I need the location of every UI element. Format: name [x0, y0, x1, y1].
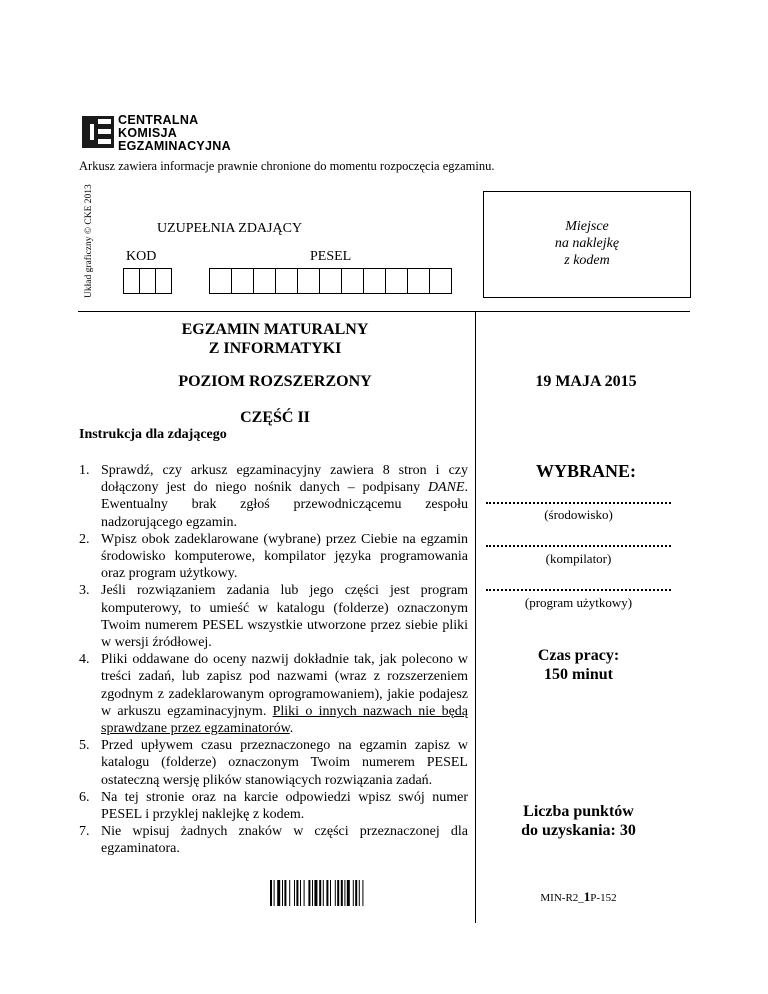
kod-label: KOD: [126, 249, 157, 264]
cke-logo-icon: [82, 116, 114, 148]
instruction-item: [79, 737, 468, 789]
user-program-label: (program użytkowy): [524, 595, 633, 610]
confidential-notice: Arkusz zawiera informacje prawnie chronione do momentu rozpoczęcia egzaminu.: [79, 159, 495, 173]
pesel-box[interactable]: [429, 268, 452, 294]
pesel-box[interactable]: [319, 268, 342, 294]
instruction-item: [79, 531, 468, 583]
exam-title: [80, 320, 470, 358]
exam-date: 19 MAJA 2015: [535, 373, 637, 390]
instruction-item: [79, 789, 468, 823]
work-time-value: 150 minut: [544, 666, 613, 683]
pesel-box[interactable]: [297, 268, 320, 294]
instruction-text: Pliki oddawane do oceny nazwij dokładnie tak, jak polecono w treści zadań, lub zapisz pod nazwami (wraz z rozszerzeniem zgodnym z zadeklarowanym oprogramowaniem), jakie podajesz w arkuszu egzaminacyjnym.: [101, 652, 468, 719]
kod-box[interactable]: [155, 268, 172, 294]
instruction-number: 5.: [79, 738, 90, 754]
work-time-label: Czas pracy:: [537, 647, 620, 664]
footer-code-digit: 1: [583, 889, 591, 904]
footer-code: [486, 889, 671, 905]
divider-vertical: [475, 311, 476, 923]
pesel-box[interactable]: [209, 268, 232, 294]
instruction-text: Sprawdź, czy arkusz egzaminacyjny zawiera 8 stron i czy dołączony jest do niego nośnik danych – podpisany: [101, 463, 468, 496]
dane-label: DANE: [427, 480, 465, 496]
instruction-number: 3.: [79, 583, 90, 599]
instruction-text: . Ewentualny brak zgłoś przewodniczącemu zespołu nadzorującego egzamin.: [101, 480, 468, 530]
candidate-fill-label: UZUPEŁNIA ZDAJĄCY: [157, 221, 303, 236]
work-time: [486, 646, 671, 684]
points-value: do uzyskania: 30: [521, 822, 636, 839]
side-credit: [84, 184, 98, 418]
pesel-box[interactable]: [275, 268, 298, 294]
sticker-line: z kodem: [564, 253, 610, 268]
instruction-text: Wpisz obok zadeklarowane (wybrane) przez Ciebie na egzamin środowisko komputerowe, kompilator języka programowania oraz program użytkowy.: [101, 531, 468, 582]
instruction-number: 2.: [79, 531, 90, 547]
footer-code-suffix: P-152: [590, 892, 617, 904]
instruction-text: Nie wpisuj żadnych znaków w części przeznaczonej dla egzaminatora.: [101, 824, 468, 857]
logo-line: KOMISJA: [118, 126, 178, 140]
instruction-number: 1.: [79, 463, 90, 478]
pesel-box[interactable]: [253, 268, 276, 294]
barcode-icon: [270, 880, 400, 906]
instruction-text: .: [289, 721, 294, 737]
instruction-item: [79, 582, 468, 651]
pesel-box[interactable]: [407, 268, 430, 294]
instruction-text: Na tej stronie oraz na karcie odpowiedzi wpisz swój numer PESEL i przyklej naklejkę z kodem.: [101, 789, 468, 823]
instruction-item: [79, 651, 468, 737]
footer-code-prefix: MIN-R2_: [540, 892, 584, 904]
instruction-item: [79, 823, 468, 857]
pesel-box[interactable]: [363, 268, 386, 294]
exam-title-line1: EGZAMIN MATURALNY: [181, 321, 369, 338]
instructions-heading: Instrukcja dla zdającego: [79, 427, 227, 442]
sticker-line: na naklejkę: [554, 236, 620, 251]
instructions-list: [79, 462, 468, 858]
divider-horizontal: [78, 311, 690, 312]
logo-line: CENTRALNA: [118, 113, 199, 127]
exam-part: CZĘŚĆ II: [240, 409, 310, 426]
kod-input-boxes[interactable]: [123, 268, 171, 294]
environment-label: (środowisko): [544, 507, 613, 522]
kod-box[interactable]: [123, 268, 140, 294]
kod-box[interactable]: [139, 268, 156, 294]
sticker-line: Miejsce: [565, 219, 609, 234]
side-credit-text: Układ graficzny © CKE 2013: [84, 184, 94, 298]
compiler-label: (kompilator): [545, 551, 612, 566]
exam-level: POZIOM ROZSZERZONY: [178, 373, 372, 390]
instruction-number: 6.: [79, 789, 90, 805]
pesel-box[interactable]: [385, 268, 408, 294]
instruction-text: Przed upływem czasu przeznaczonego na egzamin zapisz w katalogu (folderze) oznaczonym Twoim numerem PESEL ostateczną wersję plików stanowiących rozwiązania zadań.: [101, 738, 468, 788]
instruction-number: 4.: [79, 652, 90, 668]
points-info: [486, 802, 671, 840]
logo-text: [118, 114, 231, 153]
user-program-field-line[interactable]: [486, 589, 671, 591]
selected-heading: WYBRANE:: [535, 461, 636, 481]
compiler-field-line[interactable]: [486, 545, 671, 547]
pesel-box[interactable]: [341, 268, 364, 294]
exam-title-line2: Z INFORMATYKI: [208, 340, 342, 357]
logo-line: EGZAMINACYJNA: [118, 139, 231, 153]
instruction-item: [79, 462, 468, 531]
pesel-label: PESEL: [310, 249, 352, 264]
pesel-box[interactable]: [231, 268, 254, 294]
instruction-text: Jeśli rozwiązaniem zadania lub jego części jest program komputerowy, to umieść w katalogu (folderze) oznaczonym Twoim numerem PESEL wszystkie utworzone przez siebie pliki w wersji źródłowej.: [101, 583, 468, 651]
sticker-area: [483, 191, 691, 298]
pesel-input-boxes[interactable]: [209, 268, 451, 294]
instruction-warning: Pliki o innych nazwach nie będą sprawdzane przez egzaminatorów: [101, 703, 468, 737]
instruction-number: 7.: [79, 824, 90, 840]
environment-field-line[interactable]: [486, 502, 671, 504]
points-label: Liczba punktów: [523, 803, 634, 820]
